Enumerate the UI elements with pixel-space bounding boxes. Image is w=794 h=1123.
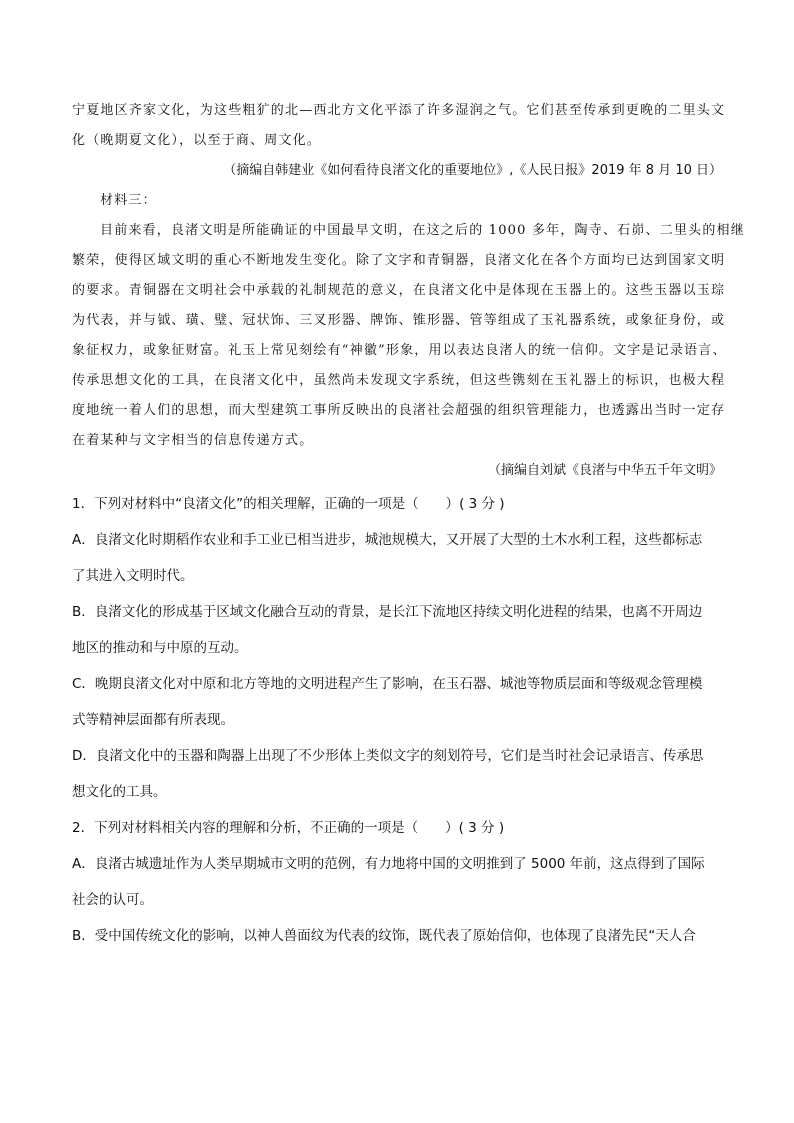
material3-line: 目前来看，良渚文明是所能确证的中国最早文明，在这之后的 1000 多年，陶寺、石峁、二里头的相继 <box>100 223 745 238</box>
option-d-line: 想文化的工具。 <box>72 784 167 800</box>
material3 <box>72 186 745 456</box>
material2-line: 宁夏地区齐家文化，为这些粗犷的北—西北方文化平添了许多湿润之气。它们甚至传承到更晚的二里头文 <box>72 103 726 118</box>
option-b-line: 地区的推动和与中原的互动。 <box>72 640 248 656</box>
question-1 <box>72 486 722 810</box>
option-b-line: B．良渚文化的形成基于区域文化融合互动的背景，是长江下流地区持续文明化进程的结果，也离不开周边 <box>72 604 703 620</box>
material3-line: 度地统一着人们的思想，而大型建筑工事所反映出的良渚社会超强的组织管理能力，也透露出当时一定存 <box>72 403 726 418</box>
material3-line: 的要求。青铜器在文明社会中承载的礼制规范的意义，在良渚文化中是体现在玉器上的。这些玉器以玉琮 <box>72 283 726 298</box>
question-stem: 1．下列对材料中“良渚文化”的相关理解，正确的一项是（ ）( 3 分 ) <box>72 496 505 512</box>
question-2 <box>72 810 722 954</box>
option-a-line: 了其进入文明时代。 <box>72 568 194 584</box>
material3-source: （摘编自刘斌《良渚与中华五千年文明》 <box>487 463 722 478</box>
material2-tail <box>72 96 726 156</box>
material2-source: （摘编自韩建业《如何看待良渚文化的重要地位》,《人民日报》2019 年 8 月 10 日） <box>223 163 722 178</box>
material3-line: 在着某种与文字相当的信息传递方式。 <box>72 433 314 448</box>
material3-label: 材料三： <box>100 193 157 208</box>
question-stem: 2．下列对材料相关内容的理解和分析，不正确的一项是（ ）( 3 分 ) <box>72 820 505 836</box>
material3-line: 象征权力，或象征财富。礼玉上常见刻绘有“神徽”形象，用以表达良渚人的统一信仰。文字是记录语言、 <box>72 343 727 358</box>
material3-line: 传承思想文化的工具，在良渚文化中，虽然尚未发现文字系统，但这些镌刻在玉礼器上的标识，也极大程 <box>72 373 726 388</box>
material3-line: 繁荣，使得区域文明的重心不断地发生变化。除了文字和青铜器，良渚文化在各个方面均已达到国家文明 <box>72 253 726 268</box>
option-a-line: 社会的认可。 <box>72 892 153 908</box>
document-page <box>72 96 745 954</box>
material2-line: 化（晚期夏文化），以至于商、周文化。 <box>72 133 322 148</box>
option-d-line: D．良渚文化中的玉器和陶器上出现了不少形体上类似文字的刻划符号，它们是当时社会记录语言、传承思 <box>72 748 704 764</box>
option-c-line: 式等精神层面都有所表现。 <box>72 712 234 728</box>
option-c-line: C．晚期良渚文化对中原和北方等地的文明进程产生了影响，在玉石器、城池等物质层面和等级观念管理模 <box>72 676 703 692</box>
option-b-line: B．受中国传统文化的影响，以神人兽面纹为代表的纹饰，既代表了原始信仰，也体现了良渚先民“天人合 <box>72 928 696 944</box>
option-a-line: A．良渚文化时期稻作农业和手工业已相当进步，城池规模大，又开展了大型的土木水利工程，这些都标志 <box>72 532 703 548</box>
material3-line: 为代表，并与钺、璜、璧、冠状饰、三叉形器、牌饰、锥形器、管等组成了玉礼器系统，或象征身份，或 <box>72 313 726 328</box>
option-a-line: A．良渚古城遗址作为人类早期城市文明的范例，有力地将中国的文明推到了 5000 年前，这点得到了国际 <box>72 856 705 872</box>
